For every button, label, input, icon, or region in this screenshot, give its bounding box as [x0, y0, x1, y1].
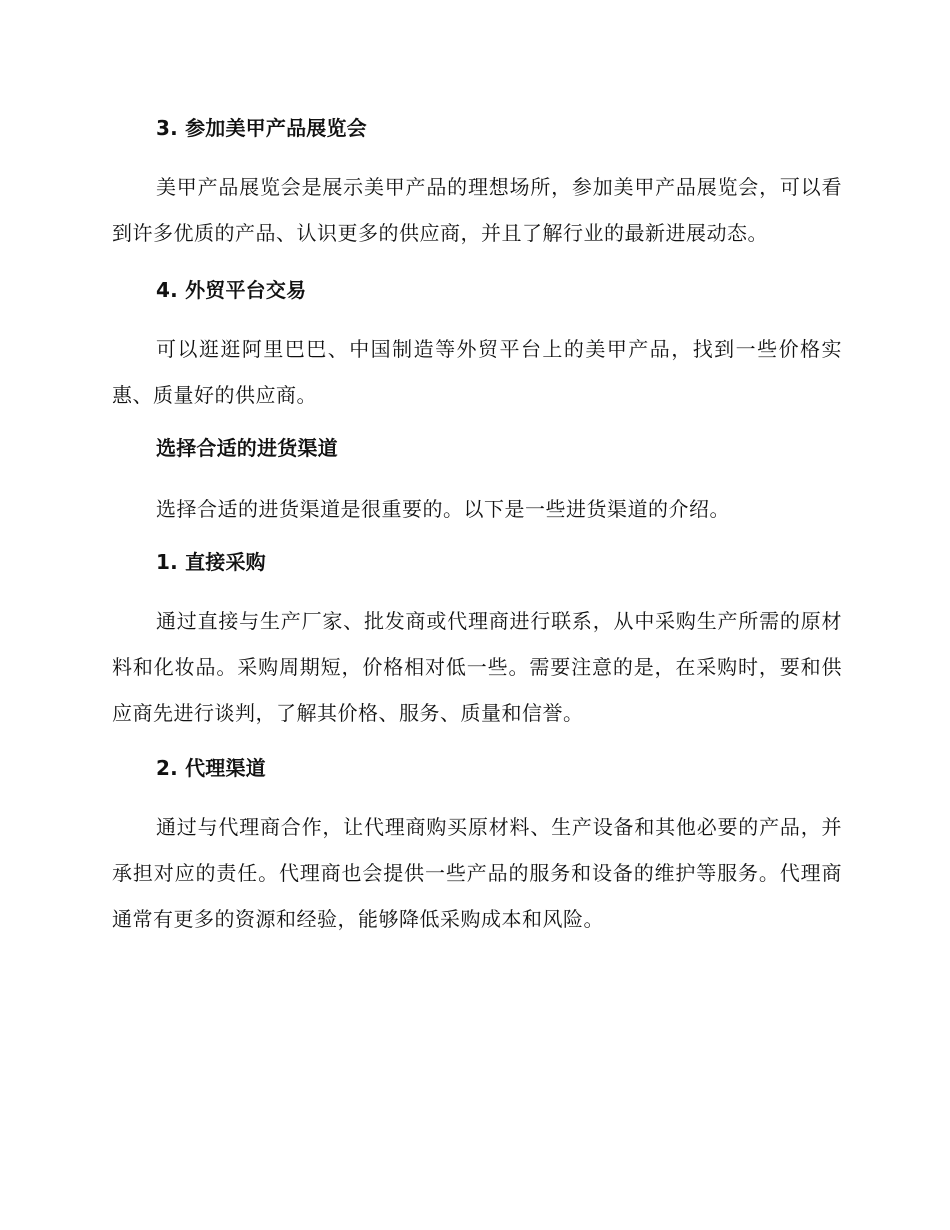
- section-paragraph-agent-channel: 通过与代理商合作，让代理商购买原材料、生产设备和其他必要的产品，并承担对应的责任。代理商也会提供一些产品的服务和设备的维护等服务。代理商通常有更多的资源和经验，能够降低采购成本和风险。: [112, 815, 842, 931]
- section-heading-direct-purchase: 1. 直接采购: [156, 550, 266, 574]
- section-heading-choose-channel: 选择合适的进货渠道: [156, 436, 338, 460]
- section-paragraph-trade-platform: 可以逛逛阿里巴巴、中国制造等外贸平台上的美甲产品，找到一些价格实惠、质量好的供应商。: [112, 337, 842, 407]
- section-heading-trade-platform: 4. 外贸平台交易: [156, 278, 307, 302]
- section-paragraph-direct-purchase: 通过直接与生产厂家、批发商或代理商进行联系，从中采购生产所需的原材料和化妆品。采购周期短，价格相对低一些。需要注意的是，在采购时，要和供应商先进行谈判，了解其价格、服务、质量和信誉。: [112, 609, 842, 725]
- section-paragraph-exhibition: 美甲产品展览会是展示美甲产品的理想场所，参加美甲产品展览会，可以看到许多优质的产品、认识更多的供应商，并且了解行业的最新进展动态。: [112, 175, 842, 245]
- section-heading-exhibition: 3. 参加美甲产品展览会: [156, 116, 367, 140]
- section-heading-agent-channel: 2. 代理渠道: [156, 756, 266, 780]
- section-paragraph-choose-channel: 选择合适的进货渠道是很重要的。以下是一些进货渠道的介绍。: [156, 497, 730, 521]
- document-body: [112, 112, 842, 942]
